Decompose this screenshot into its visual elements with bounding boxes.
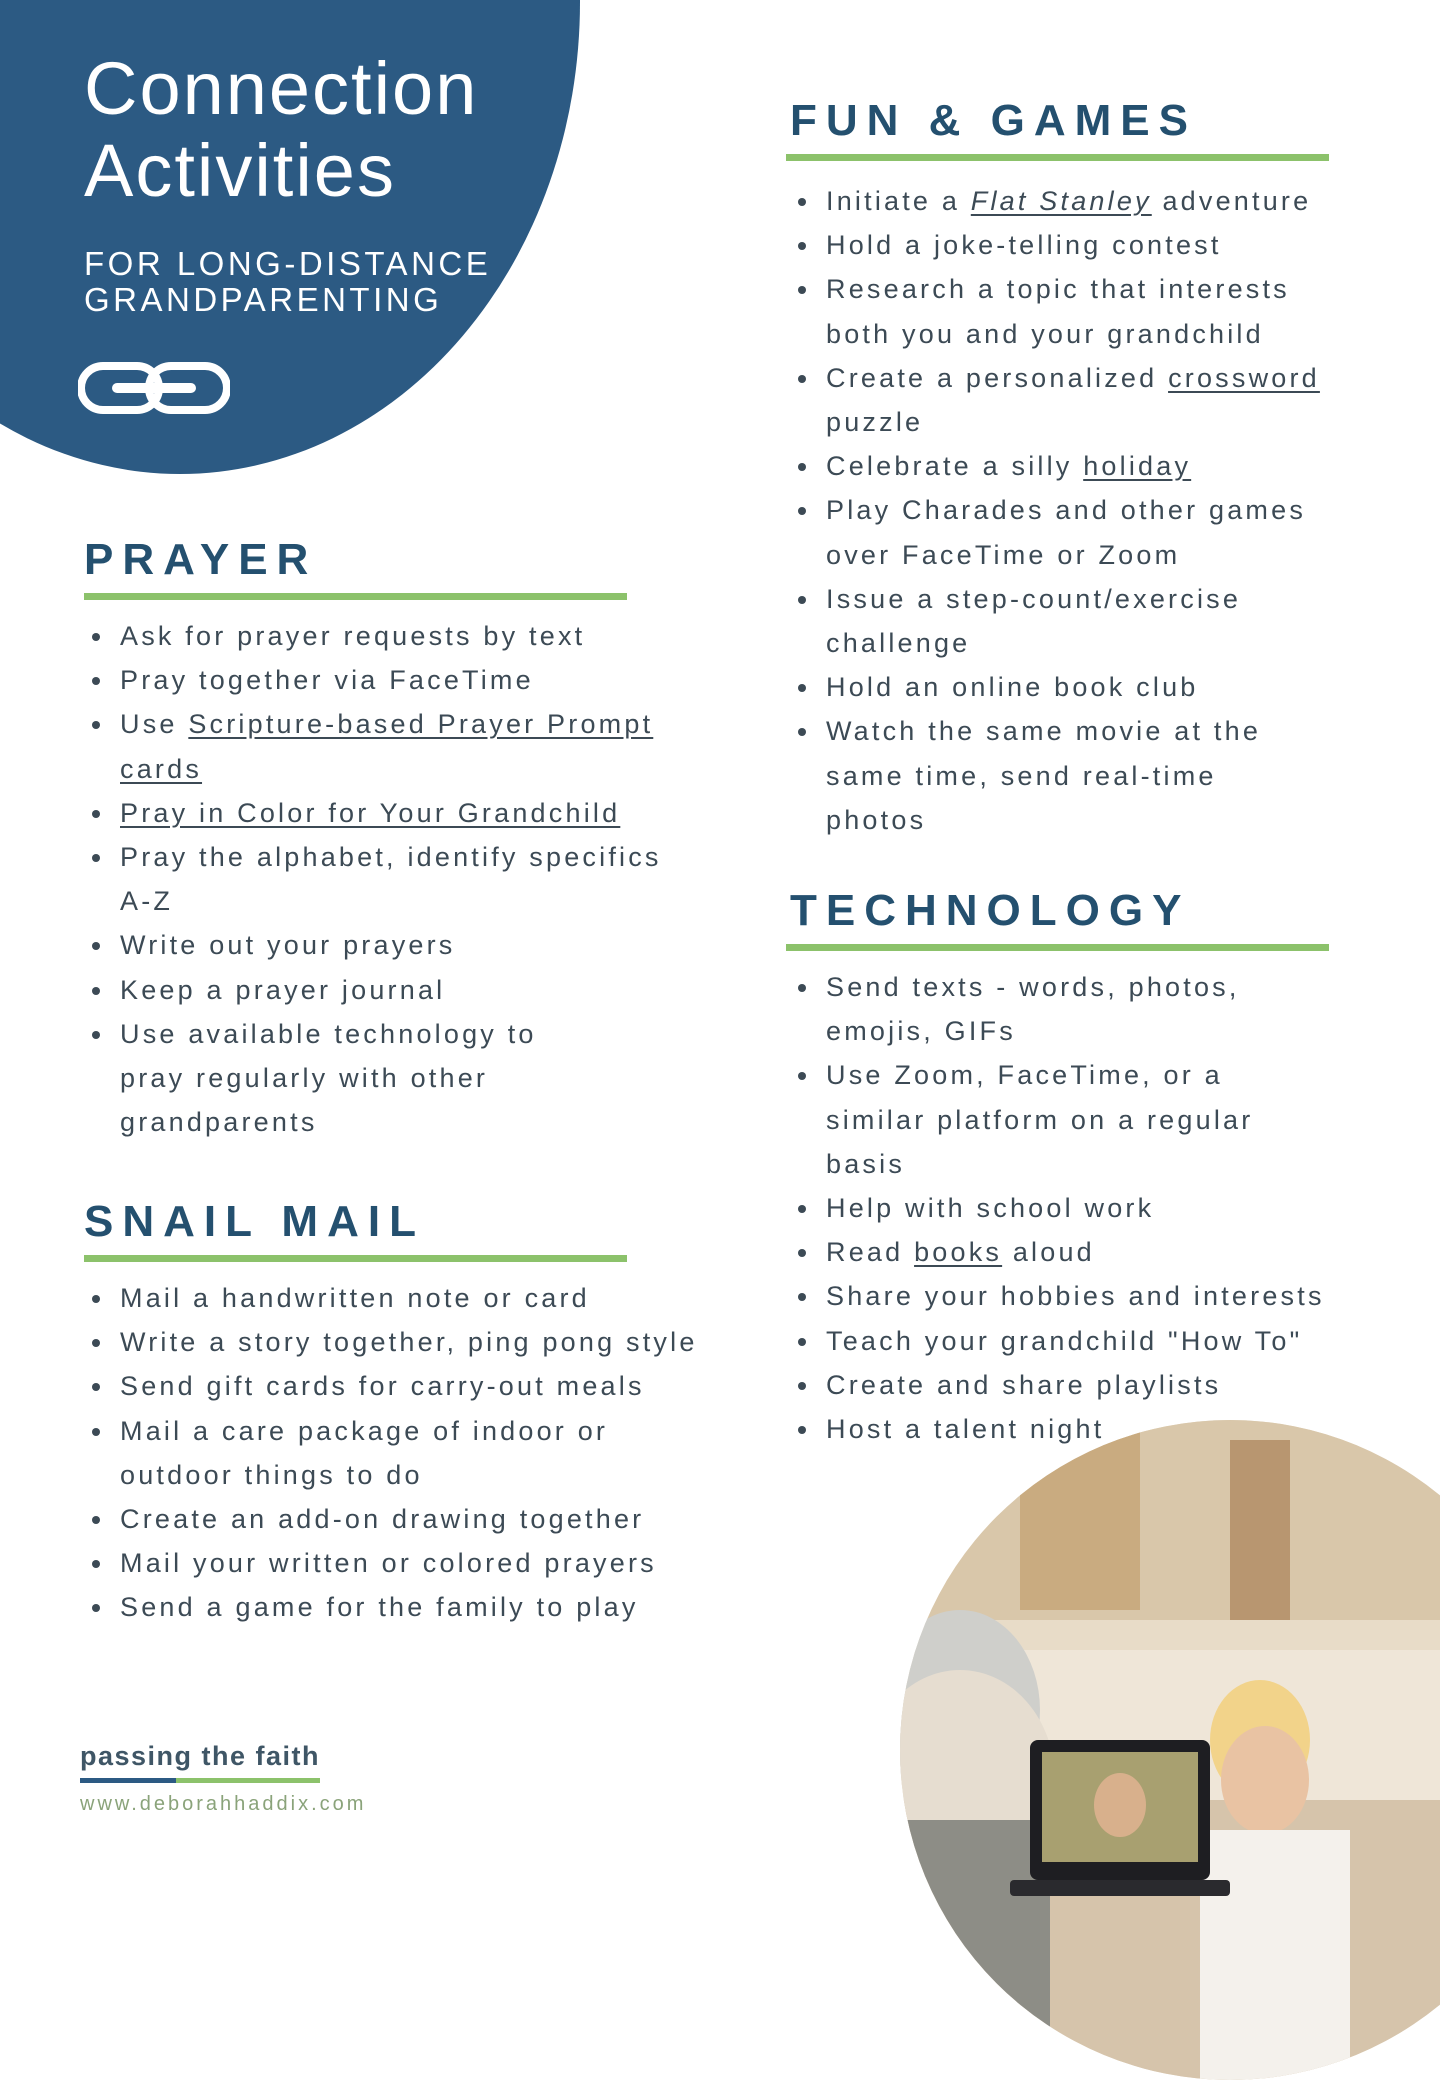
list-item bbox=[790, 1230, 1350, 1274]
list-item: Pray the alphabet, identify specifics A-Z bbox=[84, 835, 704, 923]
fun-games-list bbox=[790, 179, 1350, 842]
fun-games-section bbox=[790, 96, 1350, 842]
books-link[interactable]: books bbox=[914, 1237, 1003, 1268]
prayer-heading-rule bbox=[84, 593, 627, 600]
list-item: Mail a handwritten note or card bbox=[84, 1276, 724, 1320]
list-item: Send a game for the family to play bbox=[84, 1585, 724, 1629]
list-item: Create an add-on drawing together bbox=[84, 1497, 724, 1541]
list-item-text: puzzle bbox=[826, 407, 924, 438]
prayer-heading: PRAYER bbox=[84, 535, 318, 584]
chain-link-icon bbox=[78, 362, 230, 414]
list-item: Write a story together, ping pong style bbox=[84, 1320, 700, 1364]
technology-list bbox=[790, 965, 1350, 1451]
brand-underline bbox=[80, 1778, 320, 1783]
list-item bbox=[84, 702, 704, 790]
title-line-2: Activities bbox=[84, 129, 396, 212]
prayer-list bbox=[84, 614, 704, 1144]
flat-stanley-link[interactable]: Flat Stanley bbox=[970, 186, 1152, 216]
list-item-text: Read bbox=[826, 1237, 915, 1268]
list-item: Issue a step-count/exercise challenge bbox=[790, 577, 1306, 665]
list-item-text: aloud bbox=[1002, 1237, 1095, 1268]
brand-footer bbox=[80, 1740, 366, 1816]
page-title bbox=[84, 48, 478, 212]
list-item: Use available technology to pray regularly with other grandparents bbox=[84, 1012, 600, 1145]
technology-section bbox=[790, 886, 1350, 1451]
list-item: Send texts - words, photos, emojis, GIFs bbox=[790, 965, 1306, 1053]
snail-mail-heading: SNAIL MAIL bbox=[84, 1197, 425, 1246]
website-link[interactable]: www.deborahhaddix.com bbox=[80, 1793, 367, 1815]
list-item: Hold an online book club bbox=[790, 665, 1350, 709]
list-item bbox=[790, 356, 1350, 444]
fun-games-heading-rule bbox=[786, 154, 1329, 161]
list-item: Help with school work bbox=[790, 1186, 1350, 1230]
list-item: Play Charades and other games over FaceTime or Zoom bbox=[790, 488, 1346, 576]
list-item: Mail a care package of indoor or outdoor things to do bbox=[84, 1409, 680, 1497]
subtitle-line-2: GRANDPARENTING bbox=[84, 281, 443, 318]
photo-illustration bbox=[900, 1420, 1440, 2080]
list-item-text: Initiate a bbox=[826, 186, 971, 216]
list-item-text: Create a personalized bbox=[826, 362, 1169, 393]
holiday-link[interactable]: holiday bbox=[1083, 451, 1192, 482]
list-item-text: Use bbox=[120, 709, 189, 740]
list-item: Host a talent night bbox=[790, 1407, 1350, 1451]
list-item: Teach your grandchild "How To" bbox=[790, 1319, 1350, 1363]
list-item: Mail your written or colored prayers bbox=[84, 1541, 724, 1585]
brand-name: passing the faith bbox=[80, 1741, 321, 1771]
list-item: Keep a prayer journal bbox=[84, 968, 704, 1012]
list-item bbox=[84, 791, 704, 835]
list-item: Create and share playlists bbox=[790, 1363, 1350, 1407]
list-item bbox=[790, 179, 1350, 223]
list-item: Share your hobbies and interests bbox=[790, 1274, 1350, 1318]
list-item: Research a topic that interests both you and your grandchild bbox=[790, 267, 1336, 355]
snail-mail-heading-rule bbox=[84, 1255, 627, 1262]
prayer-section bbox=[84, 535, 704, 1144]
list-item: Hold a joke-telling contest bbox=[790, 223, 1350, 267]
list-item: Watch the same movie at the same time, send real-time photos bbox=[790, 709, 1326, 842]
list-item bbox=[790, 444, 1350, 488]
list-item-text: Celebrate a silly bbox=[826, 451, 1084, 482]
fun-games-heading: FUN & GAMES bbox=[790, 96, 1197, 145]
list-item: Pray together via FaceTime bbox=[84, 658, 704, 702]
list-item-text: adventure bbox=[1151, 186, 1312, 216]
technology-heading: TECHNOLOGY bbox=[790, 886, 1191, 935]
list-item: Send gift cards for carry-out meals bbox=[84, 1364, 724, 1408]
snail-mail-section bbox=[84, 1197, 724, 1630]
grandparents-video-call-photo bbox=[900, 1420, 1440, 2080]
list-item: Use Zoom, FaceTime, or a similar platform on a regular basis bbox=[790, 1053, 1306, 1186]
list-item: Ask for prayer requests by text bbox=[84, 614, 704, 658]
list-item: Write out your prayers bbox=[84, 923, 704, 967]
prayer-prompt-cards-link[interactable]: Scripture-based Prayer Prompt cards bbox=[120, 709, 654, 784]
snail-mail-list bbox=[84, 1276, 724, 1630]
page-subtitle bbox=[84, 246, 491, 318]
pray-in-color-link[interactable]: Pray in Color for Your Grandchild bbox=[120, 797, 621, 828]
subtitle-line-1: FOR LONG-DISTANCE bbox=[84, 245, 492, 282]
technology-heading-rule bbox=[786, 944, 1329, 951]
title-line-1: Connection bbox=[84, 47, 479, 130]
crossword-link[interactable]: crossword bbox=[1168, 362, 1320, 393]
